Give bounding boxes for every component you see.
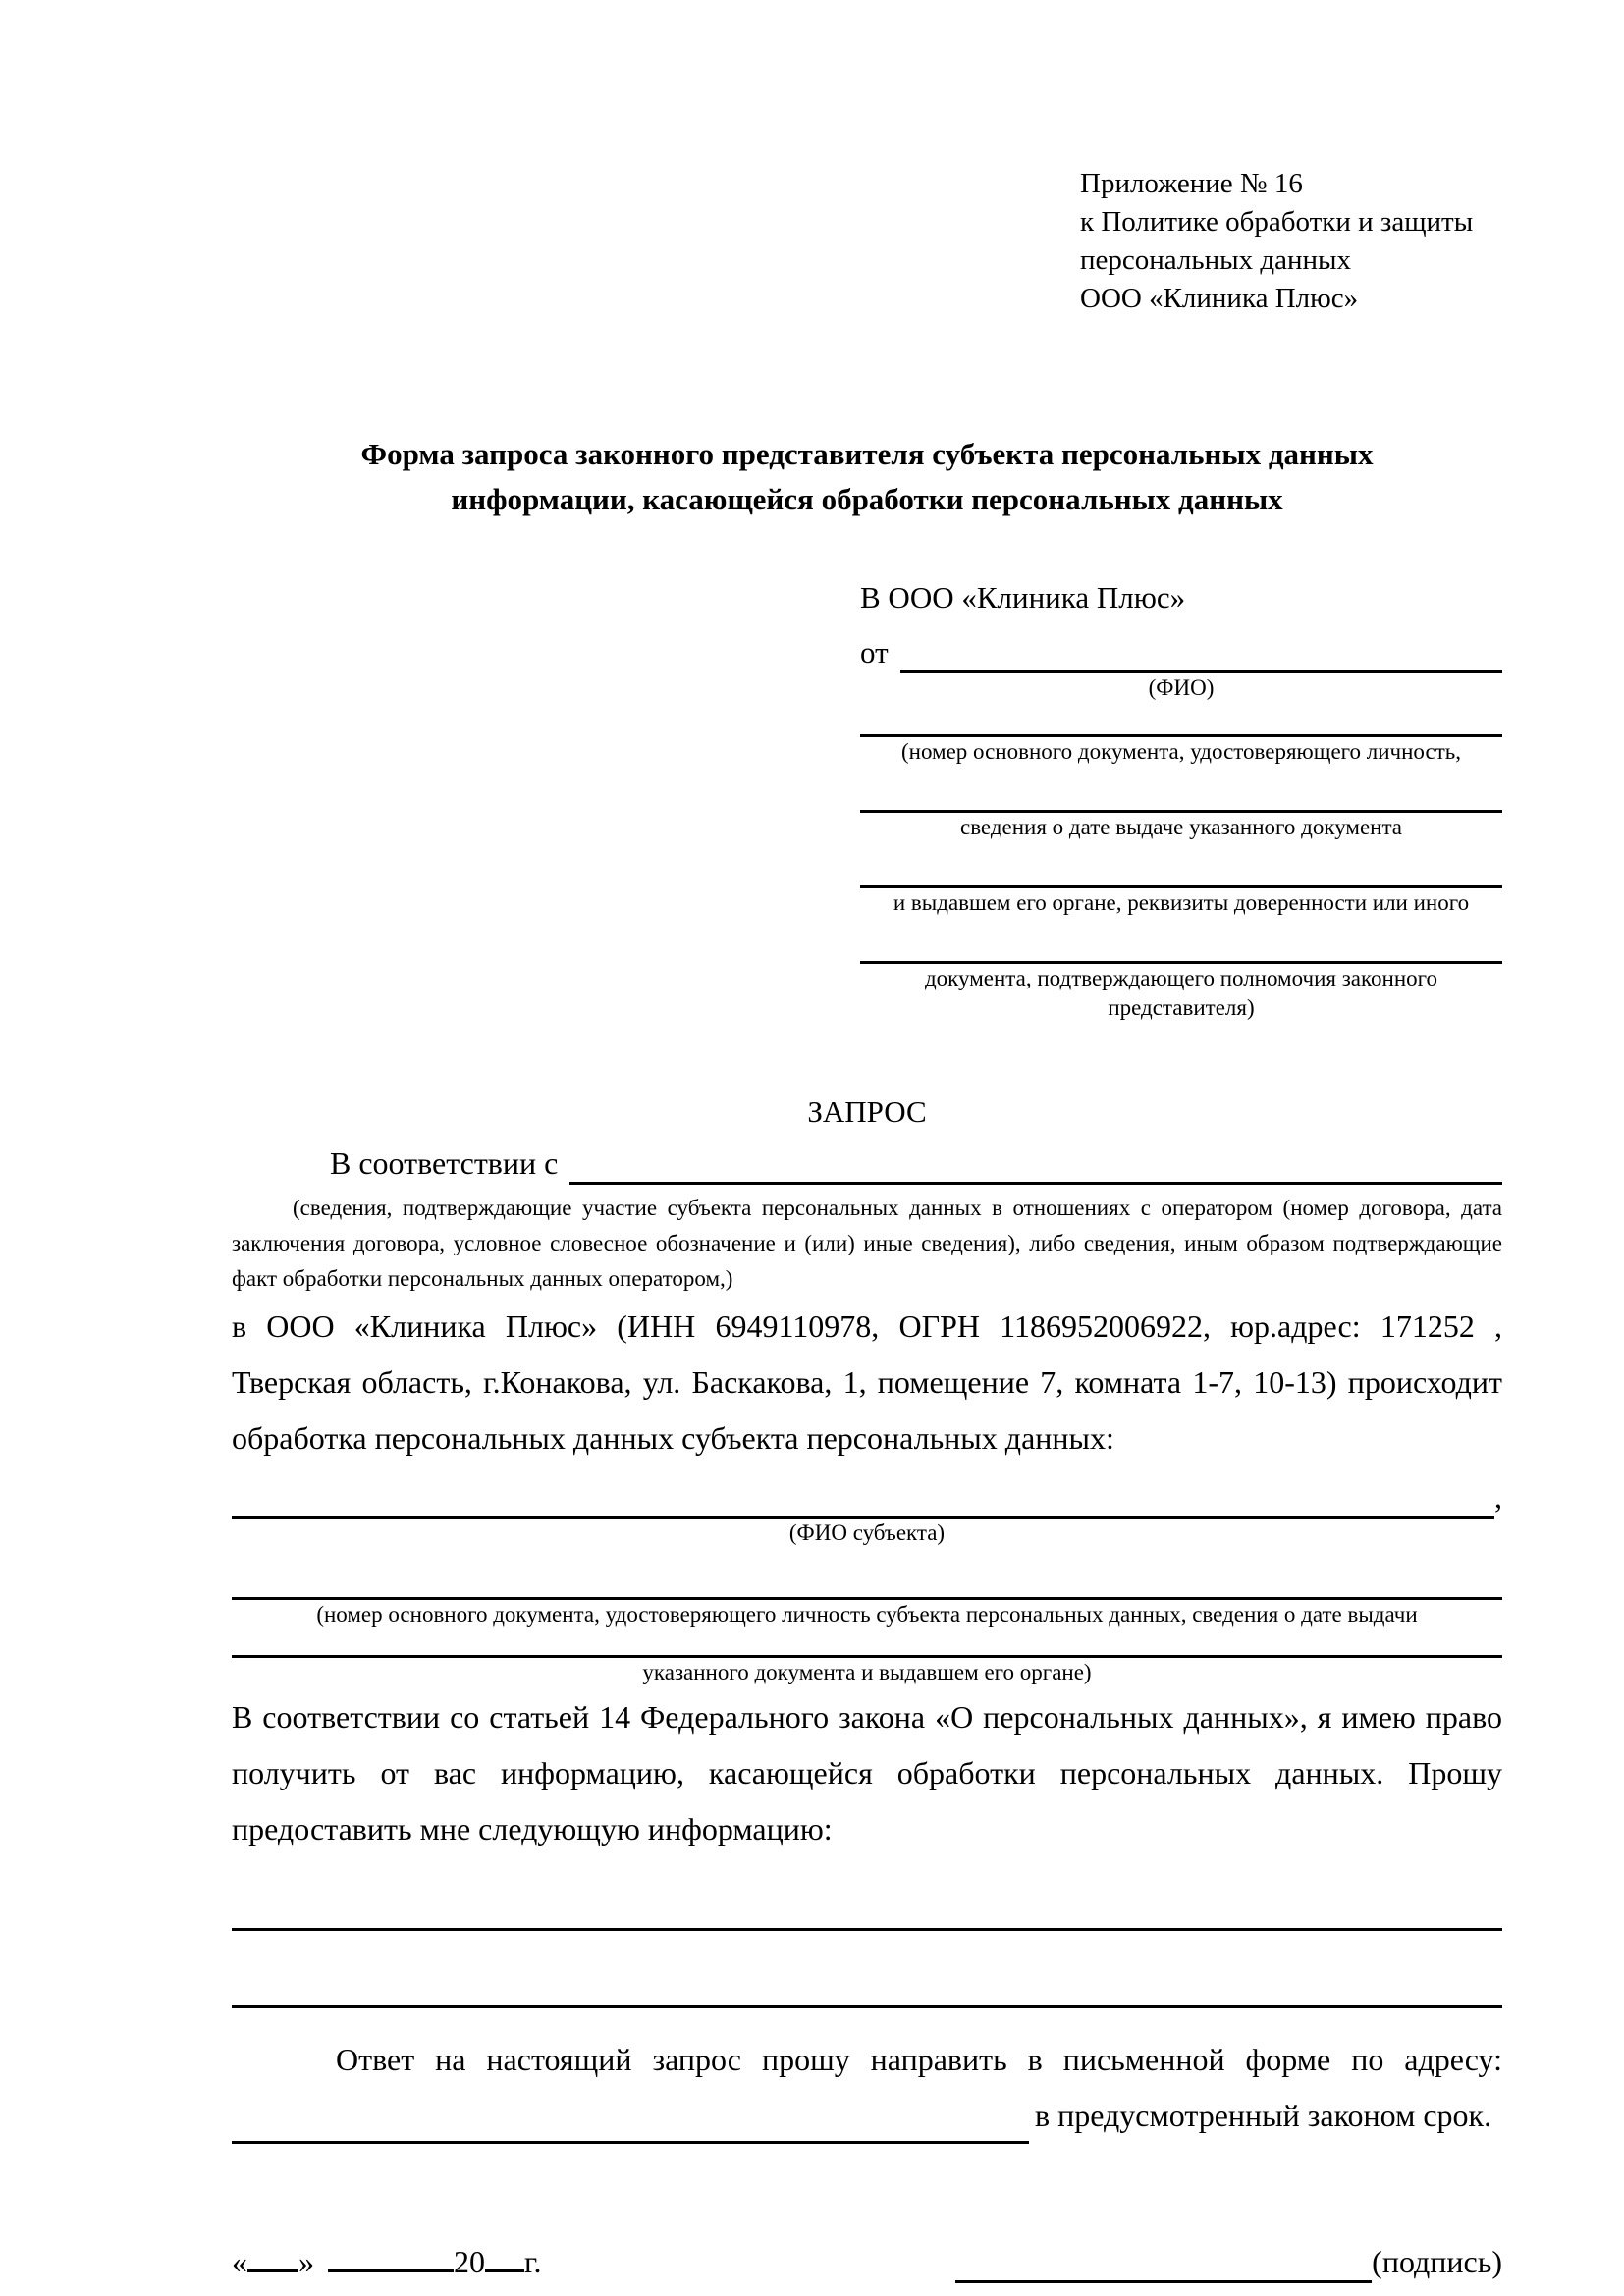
field-caption: (номер основного документа, удостоверяющего личность, [900, 738, 1461, 764]
subject-fio-blank-line [232, 1481, 1494, 1519]
from-field-row [860, 632, 1502, 673]
signature-field [955, 2241, 1502, 2283]
date-field [232, 2238, 542, 2283]
document-title [232, 432, 1502, 522]
document-title-line1: Форма запроса законного представителя субъекта персональных данных [360, 437, 1374, 471]
field-caption: сведения о дате выдаче указанного документа [959, 814, 1403, 839]
appendix-line: к Политике обработки и защиты [1080, 206, 1474, 238]
from-label: от [860, 634, 889, 669]
trailing-comma: , [1494, 1478, 1502, 1515]
subject-fio-caption: (ФИО субъекта) [788, 1520, 946, 1545]
appendix-reference [1080, 165, 1502, 318]
close-quote: » [298, 2243, 314, 2279]
subject-fio-row [232, 1476, 1502, 1519]
year-blank [485, 2238, 524, 2272]
from-blank-line [900, 637, 1502, 673]
law-paragraph: В соответствии со статьей 14 Федерального закона «О персональных данных», я имею право получить от вас информацию, касающейся обработки персональных данных. Прошу предоставить мне следующую информацию: [232, 1698, 1502, 1846]
subject-document-caption: (номер основного документа, удостоверяющего личность субъекта персональных данных, сведения о дате выдачи [316, 1601, 1418, 1627]
appendix-line: Приложение № 16 [1080, 168, 1303, 199]
fio-caption: (ФИО) [1148, 674, 1215, 700]
addressee-to: В ООО «Клиника Плюс» [860, 580, 1186, 614]
request-heading: ЗАПРОС [807, 1094, 927, 1129]
date-signature-row [232, 2238, 1502, 2283]
answer-address-blank-line [232, 2107, 1029, 2144]
answer-sentence: Ответ на настоящий запрос прошу направить в письменной форме по адресу: [336, 2041, 1502, 2077]
basis-caption: (сведения, подтверждающие участие субъекта персональных данных в отношениях с оператором (номер договора, дата заключения договора, условное словесное обозначение и (или) иные сведения), либо сведения, иным образом подтверждающие факт обработки персональных данных оператором,) [232, 1195, 1502, 1291]
year-suffix: г. [524, 2243, 542, 2279]
field-caption: документа, подтверждающего полномочия законного представителя) [924, 965, 1437, 1020]
day-blank [247, 2238, 298, 2272]
appendix-line: ООО «Клиника Плюс» [1080, 283, 1359, 314]
in-accordance-row [232, 1143, 1502, 1185]
in-accordance-label: В соответствии с [330, 1145, 559, 1181]
issuing-authority-subject-caption: указанного документа и выдавшем его органе) [642, 1659, 1092, 1684]
document-title-line2: информации, касающейся обработки персональных данных [451, 482, 1283, 516]
in-accordance-blank-line [569, 1148, 1502, 1185]
answer-tail: в предусмотренный законом срок. [1035, 2097, 1492, 2133]
appendix-line: персональных данных [1080, 244, 1352, 276]
month-blank [328, 2238, 454, 2272]
addressee-block [860, 577, 1502, 1023]
field-caption: и выдавшем его органе, реквизиты доверенности или иного [893, 889, 1470, 915]
information-blank-line-2 [232, 2005, 1502, 2008]
signature-blank-line [955, 2249, 1372, 2283]
answer-address-row [232, 2088, 1502, 2144]
year-prefix: 20 [454, 2243, 485, 2279]
signature-caption: (подпись) [1372, 2243, 1502, 2279]
information-blank-line-1 [232, 1928, 1502, 1931]
open-quote: « [232, 2243, 247, 2279]
operator-paragraph: в ООО «Клиника Плюс» (ИНН 6949110978, ОГРН 1186952006922, юр.адрес: 171252 , Тверская область, г.Конакова, ул. Баскакова, 1, помещение 7, комната 1-7, 10-13) происходит обработка персональных данных субъекта персональных данных: [232, 1308, 1502, 1456]
